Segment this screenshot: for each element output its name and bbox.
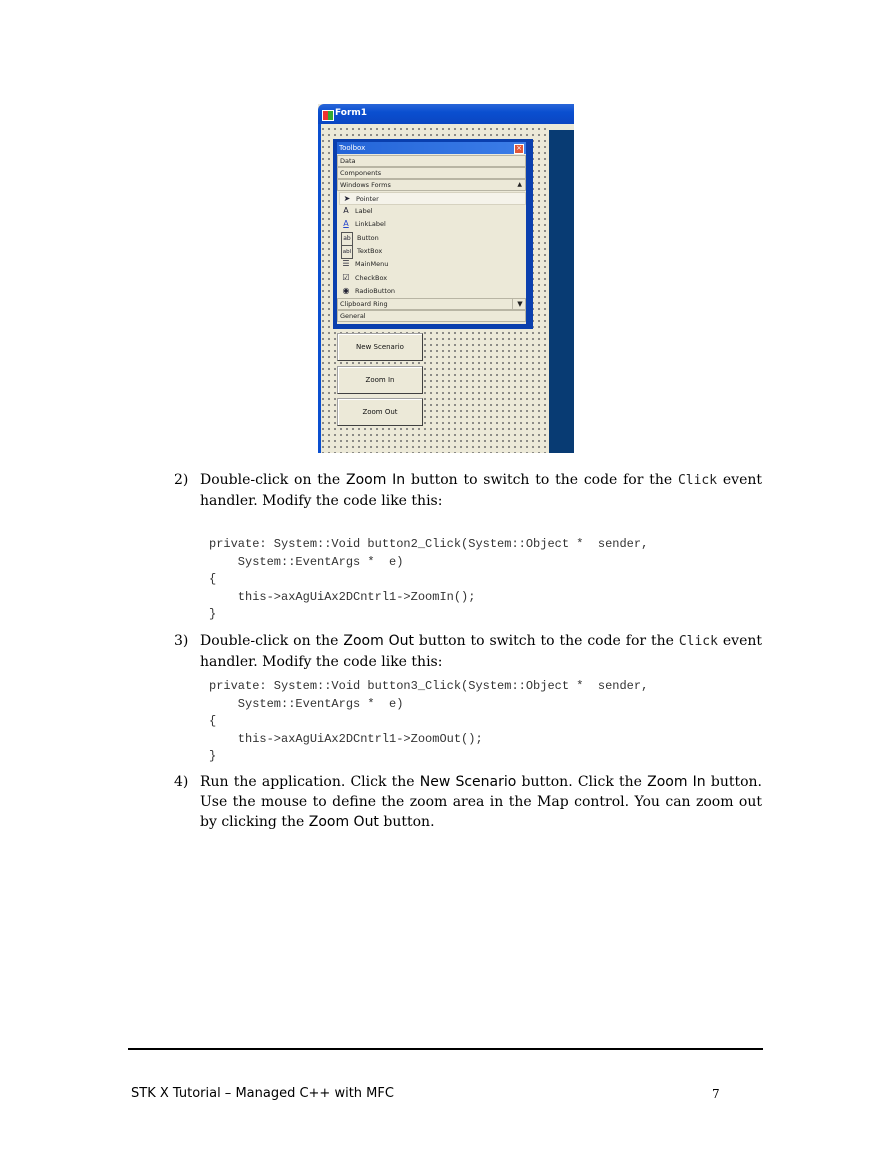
step-3 [174,631,762,672]
toolbox-item-button[interactable]: ab Button [341,232,379,244]
toolbox-item-label[interactable]: A Label [341,205,373,217]
form-border [318,124,321,453]
mainmenu-icon: ☰ [342,259,350,268]
toolbox-category-clipboard-ring[interactable]: Clipboard Ring ▼ [337,298,526,310]
toolbox-window [333,139,533,329]
zoom-out-button[interactable]: Zoom Out [337,398,423,426]
step-number: 4) [174,774,189,790]
code-term: Click [678,634,718,649]
step-text: Double-click on the Zoom In button to switch to the code for the Click event handler. Modify the code like this: [200,472,763,509]
chevron-down-icon[interactable]: ▼ [512,299,525,309]
toolbox-item-pointer[interactable]: ➤ Pointer [339,192,526,205]
toolbox-item-mainmenu[interactable]: ☰ MainMenu [342,259,389,268]
checkbox-icon: ☑ [342,273,350,282]
footer-title: STK X Tutorial – Managed C++ with MFC [131,1086,394,1101]
radiobutton-icon: ◉ [342,286,350,295]
new-scenario-button[interactable]: New Scenario [337,333,423,361]
form-icon [322,110,334,121]
page-number: 7 [712,1087,720,1101]
close-icon[interactable]: × [514,144,524,154]
textbox-icon: abl [341,245,353,259]
toolbox-item-radiobutton[interactable]: ◉ RadioButton [342,286,396,295]
toolbox-category-components[interactable]: Components [337,167,526,179]
toolbox-category-general[interactable]: General [337,310,526,322]
code-block-zoom-out: private: System::Void button3_Click(System::Object * sender, System::EventArgs * e) { this->axAgUiAx2DCntrl1->ZoomOut(); } [209,679,649,763]
ui-term: Zoom In [346,472,406,488]
toolbox-category-windows-forms[interactable]: Windows Forms ▲ [337,179,526,191]
button-icon: ab [341,232,353,246]
footer-rule [128,1048,763,1050]
step-2 [174,470,762,511]
scroll-up-icon[interactable]: ▲ [517,181,522,188]
step-4 [174,772,762,832]
step-number: 3) [174,633,189,649]
pointer-arrow-icon: ➤ [343,194,351,203]
linklabel-icon: A [343,219,349,228]
toolbox-item-checkbox[interactable]: ☑ CheckBox [342,273,388,282]
ui-term: Zoom Out [308,814,379,830]
form-designer-screenshot [318,104,574,453]
code-term: Click [677,473,718,488]
ui-term: Zoom In [647,774,706,790]
toolbox-item-textbox[interactable]: abl TextBox [341,245,382,257]
map-control [549,130,574,453]
zoom-in-button[interactable]: Zoom In [337,366,423,394]
label-icon: A [343,206,349,215]
toolbox-category-data[interactable]: Data [337,155,526,167]
ui-term: New Scenario [419,774,517,790]
step-number: 2) [174,472,189,488]
step-text: Double-click on the Zoom Out button to switch to the code for the Click event handler. Modify the code like this: [200,633,763,670]
form-titlebar [318,104,574,124]
step-text: Run the application. Click the New Scenario button. Click the Zoom In button. Use the mouse to define the zoom area in the Map control. You can zoom out by clicking the Zoom Out button. [200,774,762,830]
toolbox-item-linklabel[interactable]: A LinkLabel [341,218,386,230]
form-title: Form1 [335,108,368,118]
toolbox-title: Toolbox [339,144,366,152]
ui-term: Zoom Out [343,633,415,649]
code-block-zoom-in: private: System::Void button2_Click(System::Object * sender, System::EventArgs * e) { this->axAgUiAx2DCntrl1->ZoomIn(); } [209,537,649,621]
toolbox-title-bar [337,142,526,154]
